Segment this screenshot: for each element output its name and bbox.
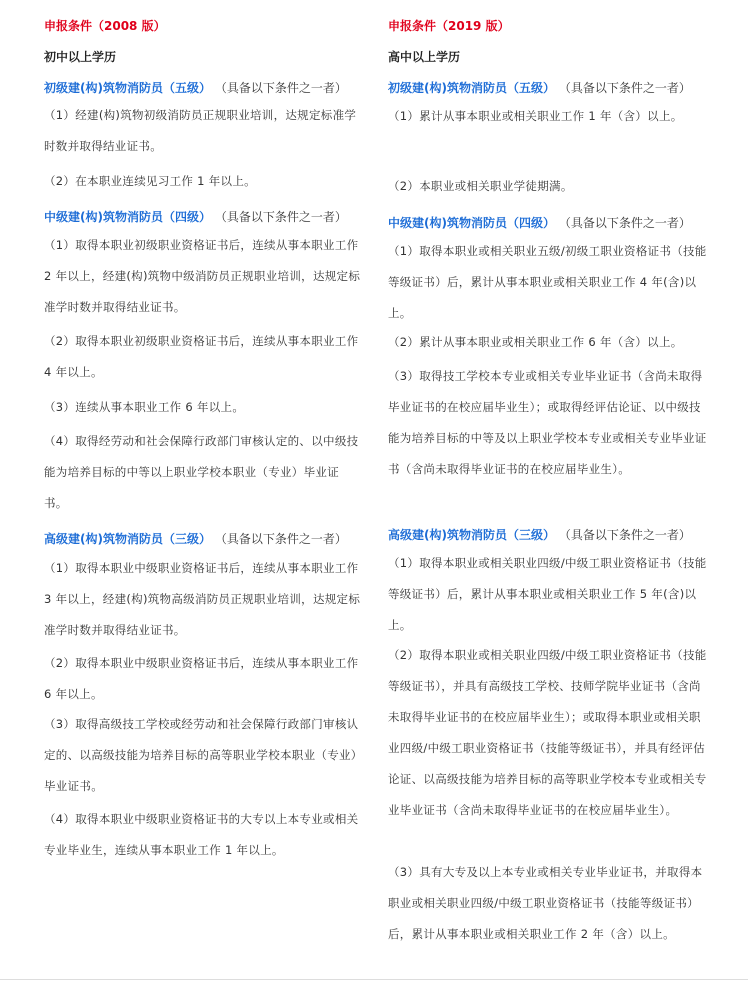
right-senior-title: 高级建(构)筑物消防员（三级）: [388, 528, 555, 542]
right-middle-suffix: （具备以下条件之一者）: [558, 216, 691, 230]
right-junior-suffix: （具备以下条件之一者）: [558, 81, 691, 95]
right-senior-item-2: （2）取得本职业或相关职业四级/中级工职业资格证书（技能等级证书），并具有高级技工学校、技师学院毕业证书（含尚未取得毕业证书的在校应届毕业生）；或取得本职业或相关职业四级/中级工职业资格证书（技能等级证书），并具有经评估论证、以高级技能为培养目标的高等职业学校本专业或相关专业毕业证书（含尚未取得毕业证书的在校应届毕业生）。: [388, 648, 707, 817]
right-header: 申报条件（2019 版）: [388, 19, 510, 33]
right-junior-item-2: （2）本职业或相关职业学徒期满。: [388, 179, 573, 193]
right-senior-heading: [388, 526, 691, 543]
left-middle-item-1: （1）取得本职业初级职业资格证书后，连续从事本职业工作 2 年以上，经建(构)筑物中级消防员正规职业培训，达规定标准学时数并取得结业证书。: [44, 238, 361, 314]
left-junior-heading: [44, 79, 347, 96]
left-senior-item-4: （4）取得本职业中级职业资格证书的大专以上本专业或相关专业毕业生，连续从事本职业工作 1 年以上。: [44, 812, 359, 857]
left-middle-item-4: （4）取得经劳动和社会保障行政部门审核认定的、以中级技能为培养目标的中等以上职业学校本职业（专业）毕业证书。: [44, 434, 359, 510]
right-middle-item-2: （2）累计从事本职业或相关职业工作 6 年（含）以上。: [388, 335, 683, 349]
left-education: 初中以上学历: [44, 50, 117, 64]
left-middle-item-2: （2）取得本职业初级职业资格证书后，连续从事本职业工作 4 年以上。: [44, 334, 359, 379]
left-header: 申报条件（2008 版）: [44, 19, 166, 33]
right-middle-item-3: （3）取得技工学校本专业或相关专业毕业证书（含尚未取得毕业证书的在校应届毕业生）；或取得经评估论证、以中级技能为培养目标的中等及以上职业学校本专业或相关专业毕业证书（含尚未取得毕业证书的在校应届毕业生）。: [388, 369, 707, 476]
left-middle-heading: [44, 208, 347, 225]
right-middle-item-1: （1）取得本职业或相关职业五级/初级工职业资格证书（技能等级证书）后，累计从事本职业或相关职业工作 4 年(含)以上。: [388, 244, 707, 320]
right-education: 高中以上学历: [388, 50, 461, 64]
left-senior-title: 高级建(构)筑物消防员（三级）: [44, 532, 211, 546]
left-senior-item-3: （3）取得高级技工学校或经劳动和社会保障行政部门审核认定的、以高级技能为培养目标的高等职业学校本职业（专业）毕业证书。: [44, 717, 359, 793]
right-senior-suffix: （具备以下条件之一者）: [558, 528, 691, 542]
bottom-divider: [0, 979, 748, 980]
right-senior-item-3: （3）具有大专及以上本专业或相关专业毕业证书，并取得本职业或相关职业四级/中级工职业资格证书（技能等级证书）后，累计从事本职业或相关职业工作 2 年（含）以上。: [388, 865, 703, 941]
left-senior-item-2: （2）取得本职业中级职业资格证书后，连续从事本职业工作 6 年以上。: [44, 656, 359, 701]
left-middle-suffix: （具备以下条件之一者）: [214, 210, 347, 224]
left-junior-title: 初级建(构)筑物消防员（五级）: [44, 81, 211, 95]
right-junior-title: 初级建(构)筑物消防员（五级）: [388, 81, 555, 95]
left-junior-item-1: （1）经建(构)筑物初级消防员正规职业培训，达规定标准学时数并取得结业证书。: [44, 108, 357, 153]
right-junior-heading: [388, 79, 691, 96]
left-senior-heading: [44, 530, 347, 547]
right-middle-heading: [388, 214, 691, 231]
left-senior-suffix: （具备以下条件之一者）: [214, 532, 347, 546]
left-middle-item-3: （3）连续从事本职业工作 6 年以上。: [44, 400, 245, 414]
left-senior-item-1: （1）取得本职业中级职业资格证书后，连续从事本职业工作 3 年以上，经建(构)筑物高级消防员正规职业培训，达规定标准学时数并取得结业证书。: [44, 561, 361, 637]
right-junior-item-1: （1）累计从事本职业或相关职业工作 1 年（含）以上。: [388, 109, 683, 123]
left-junior-suffix: （具备以下条件之一者）: [214, 81, 347, 95]
left-middle-title: 中级建(构)筑物消防员（四级）: [44, 210, 211, 224]
right-middle-title: 中级建(构)筑物消防员（四级）: [388, 216, 555, 230]
left-junior-item-2: （2）在本职业连续见习工作 1 年以上。: [44, 174, 256, 188]
right-senior-item-1: （1）取得本职业或相关职业四级/中级工职业资格证书（技能等级证书）后，累计从事本职业或相关职业工作 5 年(含)以上。: [388, 556, 707, 632]
